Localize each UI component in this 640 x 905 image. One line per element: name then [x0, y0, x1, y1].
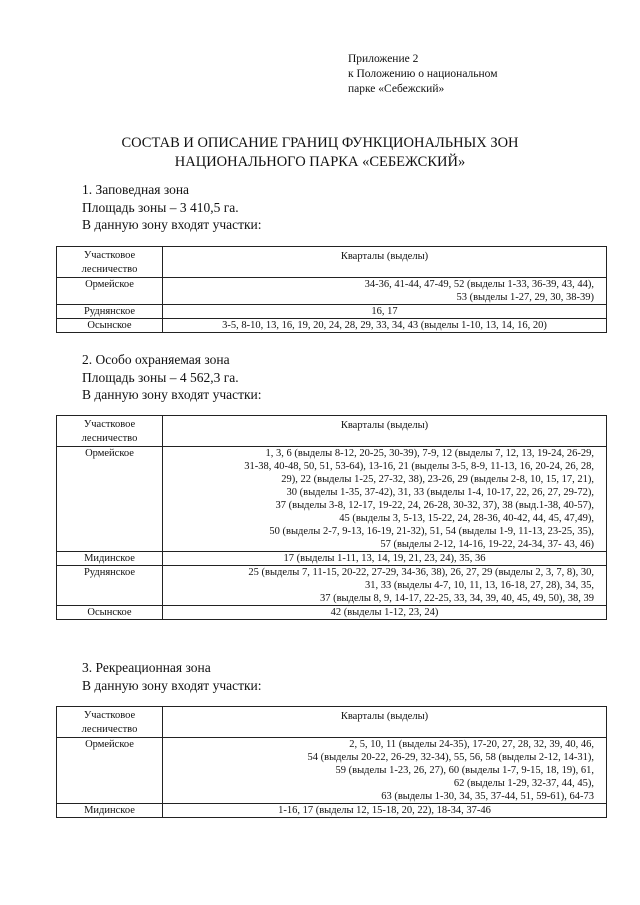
section-2-header — [82, 351, 262, 404]
quarters-line: 59 (выделы 1-23, 26, 27), 60 (выделы 1-7, 9-15, 18, 19), 61, — [335, 765, 594, 776]
document-title-line-1: СОСТАВ И ОПИСАНИЕ ГРАНИЦ ФУНКЦИОНАЛЬНЫХ ЗОН — [121, 135, 519, 151]
table-row — [57, 305, 607, 319]
appendix-line-3: парке «Себежский» — [348, 83, 445, 95]
quarters-line: 37 (выделы 8, 9, 14-17, 22-25, 33, 34, 39, 40, 45, 49, 50), 38, 39 — [319, 593, 594, 604]
column-header-district-line-1: Участковое — [83, 419, 136, 430]
quarters-cell — [163, 447, 607, 552]
section-intro: В данную зону входят участки: — [82, 387, 262, 402]
district-cell: Ормейское — [57, 278, 163, 305]
quarters-line: 50 (выделы 2-7, 9-13, 16-19, 21-32), 51, 54 (выделы 1-9, 11-13, 23-25, 35), — [269, 526, 594, 537]
table-row — [57, 566, 607, 606]
section-heading: 2. Особо охраняемая зона — [82, 352, 230, 367]
column-header-district — [57, 247, 163, 278]
table-row — [57, 738, 607, 804]
column-header-district-line-2: лесничество — [81, 264, 138, 275]
quarters-line: 16, 17 — [371, 306, 398, 317]
quarters-line: 3-5, 8-10, 13, 16, 19, 20, 24, 28, 29, 33, 34, 43 (выделы 1-10, 13, 14, 16, 20) — [222, 320, 547, 331]
quarters-line: 31, 33 (выделы 4-7, 10, 11, 13, 16-18, 27, 28), 34, 35, — [364, 580, 594, 591]
zone-1-table — [56, 246, 607, 333]
quarters-cell — [163, 319, 607, 333]
district-cell: Ормейское — [57, 447, 163, 552]
column-header-district — [57, 707, 163, 738]
quarters-cell — [163, 606, 607, 620]
column-header-district-line-1: Участковое — [83, 710, 136, 721]
table-header-row — [57, 707, 607, 738]
table-row — [57, 447, 607, 552]
quarters-cell — [163, 804, 607, 818]
district-cell: Руднянское — [57, 566, 163, 606]
column-header-quarters: Кварталы (выделы) — [163, 416, 607, 447]
section-intro: В данную зону входят участки: — [82, 217, 262, 232]
quarters-line: 29), 22 (выделы 1-25, 27-32, 38), 23-26, 29 (выделы 2-8, 10, 15, 17, 21), — [281, 474, 594, 485]
quarters-line: 17 (выделы 1-11, 13, 14, 19, 21, 23, 24), 35, 36 — [283, 553, 486, 564]
document-title-line-2: НАЦИОНАЛЬНОГО ПАРКА «СЕБЕЖСКИЙ» — [174, 154, 466, 170]
quarters-line: 30 (выделы 1-35, 37-42), 31, 33 (выделы 1-4, 10-17, 22, 26, 27, 29-72), — [286, 487, 594, 498]
quarters-line: 54 (выделы 20-22, 26-29, 32-34), 55, 56, 58 (выделы 2-12, 14-31), — [307, 752, 594, 763]
table-row — [57, 278, 607, 305]
column-header-district — [57, 416, 163, 447]
table-header-row — [57, 247, 607, 278]
table-row — [57, 552, 607, 566]
table-row — [57, 319, 607, 333]
table-header-row — [57, 416, 607, 447]
quarters-line: 57 (выделы 2-12, 14-16, 19-22, 24-34, 37- 43, 46) — [380, 539, 594, 550]
district-cell: Осынское — [57, 606, 163, 620]
section-area: Площадь зоны – 3 410,5 га. — [82, 199, 239, 215]
section-area: Площадь зоны – 4 562,3 га. — [82, 369, 239, 385]
column-header-quarters: Кварталы (выделы) — [163, 707, 607, 738]
quarters-line: 37 (выделы 3-8, 12-17, 19-22, 24, 26-28, 30-32, 37), 38 (выд.1-38, 40-57), — [275, 500, 594, 511]
column-header-district-line-2: лесничество — [81, 724, 138, 735]
district-cell: Ормейское — [57, 738, 163, 804]
section-intro: В данную зону входят участки: — [82, 677, 262, 693]
quarters-line: 31-38, 40-48, 50, 51, 53-64), 13-16, 21 (выделы 3-5, 8-9, 11-13, 16, 20-24, 26, 28, — [244, 461, 594, 472]
district-cell: Мидинское — [57, 552, 163, 566]
appendix-note — [348, 52, 498, 97]
quarters-line: 1, 3, 6 (выделы 8-12, 20-25, 30-39), 7-9, 12 (выделы 7, 12, 13, 19-24, 26-29, — [265, 448, 594, 459]
zone-3-table — [56, 706, 607, 818]
quarters-line: 62 (выделы 1-29, 32-37, 44, 45), — [453, 778, 594, 789]
column-header-district-line-1: Участковое — [83, 250, 136, 261]
district-cell: Мидинское — [57, 804, 163, 818]
document-title — [0, 134, 640, 172]
section-1-header — [82, 181, 262, 234]
zone-2-table — [56, 415, 607, 620]
quarters-line: 42 (выделы 1-12, 23, 24) — [330, 607, 439, 618]
quarters-line: 53 (выделы 1-27, 29, 30, 38-39) — [456, 292, 594, 303]
column-header-district-line-2: лесничество — [81, 433, 138, 444]
section-heading: 3. Рекреационная зона — [82, 660, 211, 675]
quarters-cell — [163, 305, 607, 319]
table-row — [57, 606, 607, 620]
section-3-header — [82, 659, 262, 694]
table-row — [57, 804, 607, 818]
quarters-cell — [163, 738, 607, 804]
quarters-line: 2, 5, 10, 11 (выделы 24-35), 17-20, 27, 28, 32, 39, 40, 46, — [349, 739, 594, 750]
district-cell: Осынское — [57, 319, 163, 333]
quarters-line: 34-36, 41-44, 47-49, 52 (выделы 1-33, 36-39, 43, 44), — [364, 279, 594, 290]
appendix-line-2: к Положению о национальном — [348, 68, 498, 80]
quarters-cell — [163, 552, 607, 566]
quarters-line: 1-16, 17 (выделы 12, 15-18, 20, 22), 18-34, 37-46 — [278, 805, 491, 816]
quarters-line: 63 (выделы 1-30, 34, 35, 37-44, 51, 59-61), 64-73 — [381, 791, 594, 802]
quarters-line: 25 (выделы 7, 11-15, 20-22, 27-29, 34-36, 38), 26, 27, 29 (выделы 2, 3, 7, 8), 30, — [248, 567, 594, 578]
quarters-cell — [163, 566, 607, 606]
appendix-line-1: Приложение 2 — [348, 53, 419, 65]
column-header-quarters: Кварталы (выделы) — [163, 247, 607, 278]
section-heading: 1. Заповедная зона — [82, 182, 190, 197]
quarters-line: 45 (выделы 3, 5-13, 15-22, 24, 28-36, 40-42, 44, 45, 47,49), — [339, 513, 594, 524]
district-cell: Руднянское — [57, 305, 163, 319]
quarters-cell — [163, 278, 607, 305]
